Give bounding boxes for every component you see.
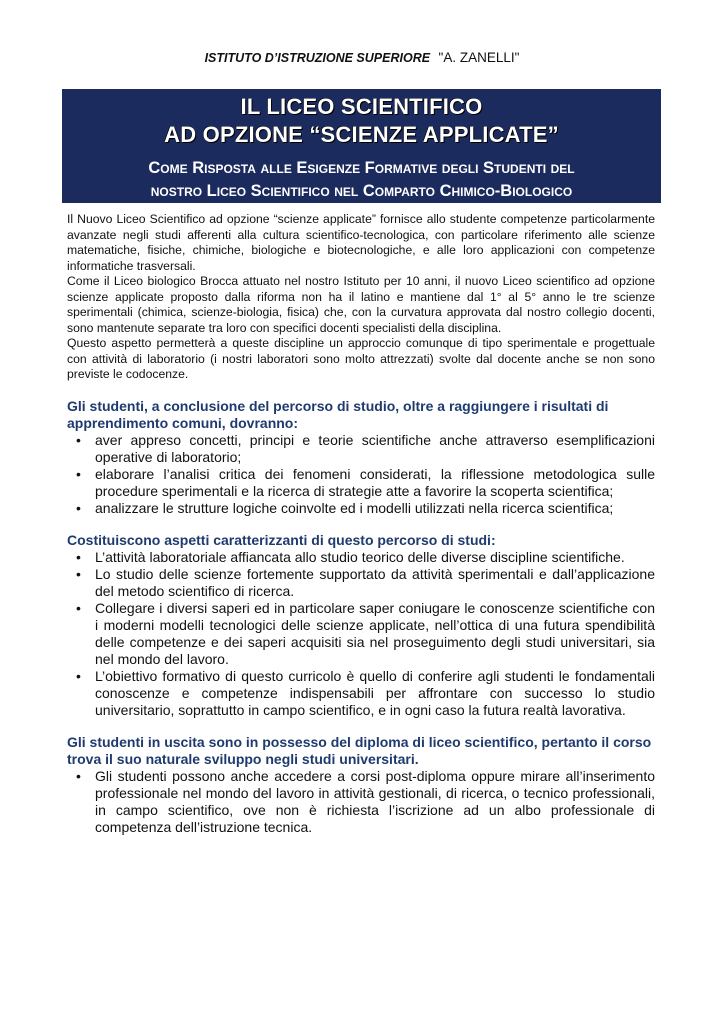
list-item (67, 500, 655, 517)
title-banner (62, 89, 661, 203)
bullet-list (67, 432, 655, 517)
intro-paragraph-1: Il Nuovo Liceo Scientifico ad opzione “scienze applicate” fornisce allo studente competenze particolarmente avanzate negli studi afferenti alla cultura scientifico-tecnologica, con particolare riferimento alle scienze matematiche, fisiche, chimiche, biologiche e biotecnologiche, e alle loro applicazioni con competenze informatiche trasversali. (67, 212, 655, 273)
bullet-list (67, 768, 655, 836)
institute-label: ISTITUTO D’ISTRUZIONE SUPERIORE (204, 51, 431, 65)
banner-title-line-1: IL LICEO SCIENTIFICO (240, 94, 483, 119)
section-heading: Gli studenti, a conclusione del percorso di studio, oltre a raggiungere i risultati di apprendimento comuni, dovranno: (67, 397, 609, 431)
section-heading: Gli studenti in uscita sono in possesso del diploma di liceo scientifico, pertanto il corso trova il suo naturale sviluppo negli studi universitari. (67, 733, 652, 767)
intro-paragraph-2: Come il Liceo biologico Brocca attuato nel nostro Istituto per 10 anni, il nuovo Liceo scientifico ad opzione scienze applicate proposto dalla riforma non ha il latino e mantiene dal 1° al 5° anno le tre scienze sperimentali (chimica, scienze-biologia, fisica) che, con la curvatura approvata dal nostro collegio docenti, sono mantenute separate tra loro con specifici docenti specialisti della disciplina. (67, 274, 655, 335)
bullet-icon: • (76, 767, 81, 784)
list-item (67, 466, 655, 500)
banner-subtitle-line-2: nostro Liceo Scientifico nel Comparto Chimico-Biologico (150, 182, 573, 200)
list-item (67, 668, 655, 719)
document-header (0, 50, 724, 65)
banner-title-line-2: AD OPZIONE “SCIENZE APPLICATE” (164, 122, 559, 147)
list-item (67, 549, 655, 566)
bullet-icon: • (76, 599, 81, 616)
list-item-text: elaborare l’analisi critica dei fenomeni considerati, la riflessione metodologica sulle procedure sperimentali e la ricerca di strategie atte a favorire la scoperta scientifica; (95, 465, 655, 499)
section-graduates (67, 734, 655, 836)
list-item-text: aver appreso concetti, principi e teorie scientifiche anche attraverso esemplificazioni operative di laboratorio; (95, 431, 655, 465)
list-item-text: Gli studenti possono anche accedere a corsi post-diploma oppure mirare all’inserimento professionale nel mondo del lavoro in attività gestionali, di ricerca, o tecnico professionali, in campo scientifico, ove non è richiesta l’iscrizione ad un albo professionale di competenza dell’istruzione tecnica. (95, 767, 655, 835)
list-item-text: L’attività laboratoriale affiancata allo studio teorico delle diverse discipline scientifiche. (95, 548, 625, 565)
list-item (67, 768, 655, 836)
list-item (67, 566, 655, 600)
bullet-icon: • (76, 465, 81, 482)
bullet-icon: • (76, 667, 81, 684)
bullet-icon: • (76, 431, 81, 448)
bullet-list (67, 549, 655, 719)
intro-paragraph-3: Questo aspetto permetterà a queste discipline un approccio comunque di tipo sperimentale e progettuale con attività di laboratorio (i nostri laboratori sono molto attrezzati) svolte dal docente anche se non sono previste le codocenze. (67, 336, 655, 381)
bullet-icon: • (76, 565, 81, 582)
list-item-text: analizzare le strutture logiche coinvolte ed i modelli utilizzati nella ricerca scientifica; (95, 499, 614, 516)
section-heading: Costituiscono aspetti caratterizzanti di questo percorso di studi: (67, 531, 496, 548)
bullet-icon: • (76, 499, 81, 516)
document-body (67, 212, 655, 836)
section-learning-outcomes (67, 398, 655, 517)
list-item-text: Collegare i diversi saperi ed in particolare saper coniugare le conoscenze scientifiche con i moderni modelli tecnologici delle scienze applicate, nell’ottica di una futura spendibilità delle competenze e dei saperi acquisiti sia nel proseguimento degli studi universitari, sia nel mondo del lavoro. (95, 599, 655, 667)
bullet-icon: • (76, 548, 81, 565)
list-item (67, 600, 655, 668)
banner-subtitle-line-1: Come Risposta alle Esigenze Formative degli Studenti del (148, 159, 575, 177)
list-item (67, 432, 655, 466)
institute-name: "A. ZANELLI" (438, 50, 520, 65)
list-item-text: Lo studio delle scienze fortemente supportato da attività sperimentali e dall’applicazione del metodo scientifico di ricerca. (95, 565, 655, 599)
list-item-text: L’obiettivo formativo di questo curricolo è quello di conferire agli studenti le fondamentali conoscenze e competenze indispensabili per affrontare con successo lo studio universitario, soprattutto in campo scientifico, e in ogni caso la futura realtà lavorativa. (95, 667, 655, 718)
intro-text (67, 212, 655, 383)
section-characteristics (67, 532, 655, 719)
